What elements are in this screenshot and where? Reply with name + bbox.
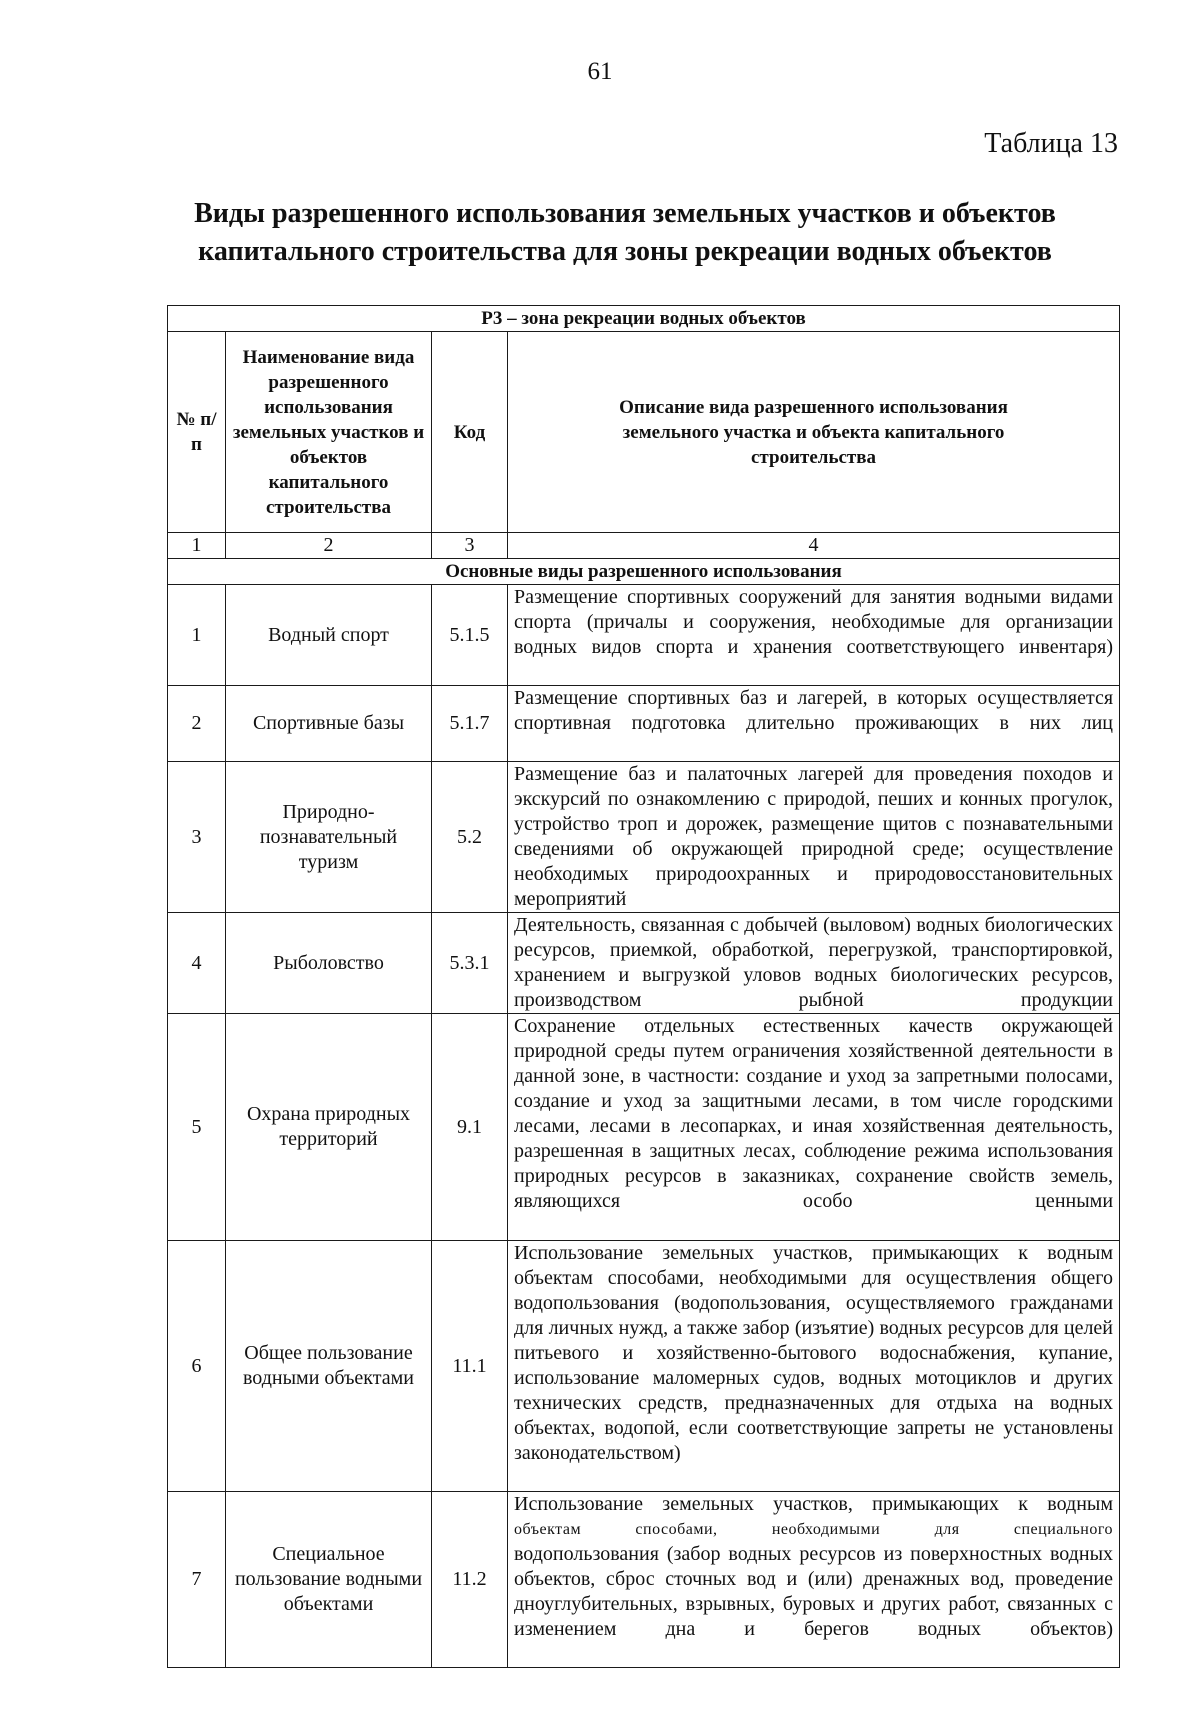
- row-num: 6: [168, 1241, 226, 1492]
- document-title: [150, 195, 1100, 271]
- zone-header: Р3 – зона рекреации водных объектов: [168, 306, 1120, 332]
- section-header: Основные виды разрешенного использования: [168, 559, 1120, 585]
- row-name: Охрана природных территорий: [226, 1014, 432, 1241]
- row-code: 9.1: [432, 1014, 508, 1241]
- row-name: Рыболовство: [226, 913, 432, 1014]
- row-description: Размещение баз и палаточных лагерей для проведения походов и экскурсий по ознакомлению с природой, пеших и конных прогулок, устройство троп и дорожек, размещение щитов с познавательными сведениями об окружающей природной среде; осуществление необходимых природоохранных и природовосстановительных мероприятий: [508, 762, 1120, 913]
- col-number-2: 2: [226, 533, 432, 559]
- table-label: Таблица 13: [984, 128, 1118, 159]
- row-description: Использование земельных участков, примыкающих к водным объектам способами, необходимыми для осуществления общего водопользования (водопользования, осуществляемого гражданами для личных нужд, а также забор (изъятие) водных ресурсов для целей питьевого и хозяйственно-бытового водоснабжения, купание, использование маломерных судов, водных мотоциклов и других технических средств, предназначенных для отдыха на водных объектах, водопой, если соответствующие запреты не установлены законодательством): [508, 1241, 1120, 1492]
- table-row: [168, 1492, 1120, 1668]
- row-code: 5.1.7: [432, 686, 508, 762]
- table-row: [168, 585, 1120, 686]
- row-description: Деятельность, связанная с добычей (выловом) водных биологических ресурсов, приемкой, обработкой, перегрузкой, транспортировкой, хранением и выгрузкой уловов водных биологических ресурсов, производством рыбной продукции: [508, 913, 1120, 1014]
- row-num: 2: [168, 686, 226, 762]
- table-row: [168, 686, 1120, 762]
- table-row: [168, 1241, 1120, 1492]
- row-description: Размещение спортивных баз и лагерей, в которых осуществляется спортивная подготовка длительно проживающих в них лиц: [508, 686, 1120, 762]
- column-number-row: [168, 533, 1120, 559]
- row-description-line-2: объектам способами, необходимыми для специального: [514, 1521, 1114, 1538]
- table-row: [168, 913, 1120, 1014]
- land-use-table: [167, 305, 1120, 1668]
- row-num: 4: [168, 913, 226, 1014]
- title-line-1: Виды разрешенного использования земельных участков и объектов: [194, 198, 1056, 229]
- row-name: Специальное пользование водными объектами: [226, 1492, 432, 1668]
- row-description: [508, 1492, 1120, 1668]
- col-header-name: Наименование вида разрешенного использования земельных участков и объектов капитального строительства: [226, 332, 432, 533]
- col-header-description: Описание вида разрешенного использования земельного участка и объекта капитального строительства: [508, 332, 1120, 533]
- table-row: [168, 762, 1120, 913]
- col-number-3: 3: [432, 533, 508, 559]
- row-num: 1: [168, 585, 226, 686]
- column-header-row: [168, 332, 1120, 533]
- title-line-2: капитального строительства для зоны рекреации водных объектов: [198, 236, 1052, 267]
- row-num: 5: [168, 1014, 226, 1241]
- page-number: 61: [587, 58, 613, 85]
- col-number-4: 4: [508, 533, 1120, 559]
- row-description-line-1: Использование земельных участков, примыкающих к водным: [514, 1493, 1114, 1515]
- row-name: Природно-познавательный туризм: [226, 762, 432, 913]
- row-num: 3: [168, 762, 226, 913]
- row-code: 11.1: [432, 1241, 508, 1492]
- row-code: 5.2: [432, 762, 508, 913]
- row-description: Размещение спортивных сооружений для занятия водными видами спорта (причалы и сооружения, необходимые для организации водных видов спорта и хранения соответствующего инвентаря): [508, 585, 1120, 686]
- row-description: Сохранение отдельных естественных качеств окружающей природной среды путем ограничения хозяйственной деятельности в данной зоне, в частности: создание и уход за запретными полосами, создание и уход за защитными лесами, в том числе городскими лесами, лесами в лесопарках, и иная хозяйственная деятельность, разрешенная в защитных лесах, соблюдение режима использования природных ресурсов в заказниках, сохранение свойств земель, являющихся особо ценными: [508, 1014, 1120, 1241]
- row-name: Спортивные базы: [226, 686, 432, 762]
- row-code: 11.2: [432, 1492, 508, 1668]
- row-num: 7: [168, 1492, 226, 1668]
- row-name: Общее пользование водными объектами: [226, 1241, 432, 1492]
- row-code: 5.1.5: [432, 585, 508, 686]
- col-header-code: Код: [432, 332, 508, 533]
- col-header-num: № п/п: [168, 332, 226, 533]
- col-number-1: 1: [168, 533, 226, 559]
- row-code: 5.3.1: [432, 913, 508, 1014]
- table-row: [168, 1014, 1120, 1241]
- row-name: Водный спорт: [226, 585, 432, 686]
- row-description-rest: водопользования (забор водных ресурсов из поверхностных водных объектов, сброс сточных вод и (или) дренажных вод, проведение дноуглубительных, взрывных, буровых и других работ, связанных с изменением дна и берегов водных объектов): [514, 1543, 1114, 1640]
